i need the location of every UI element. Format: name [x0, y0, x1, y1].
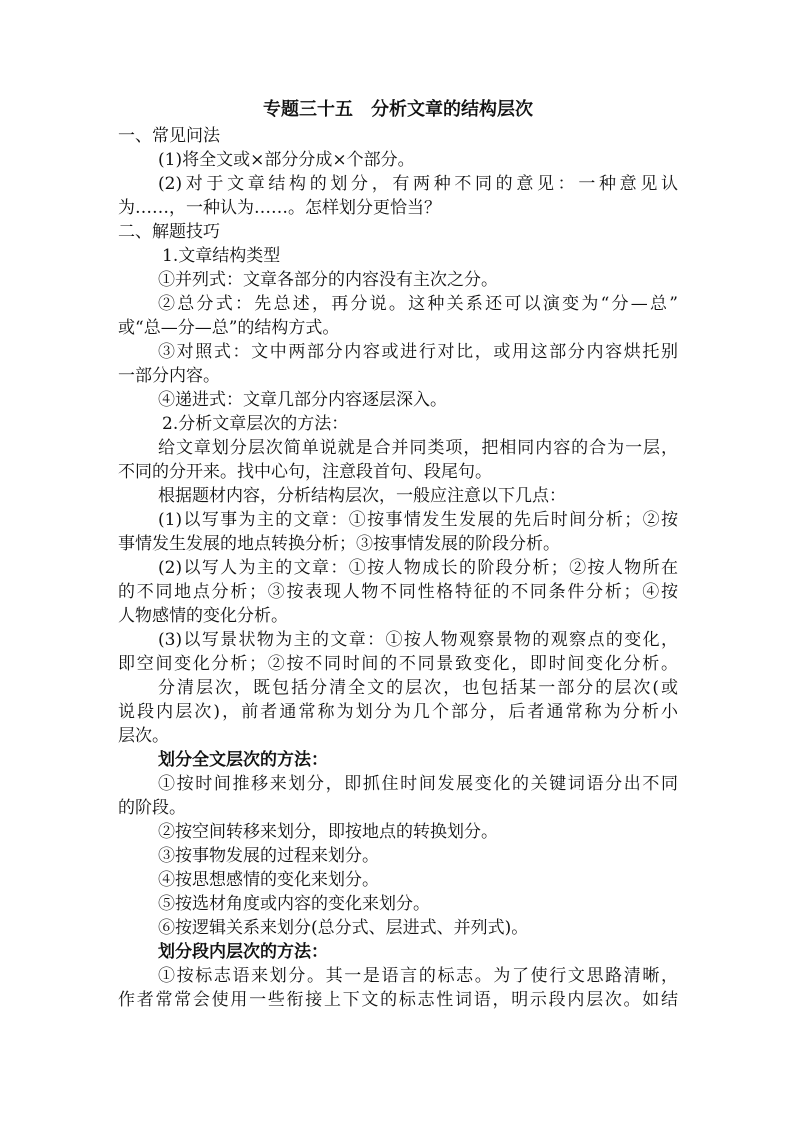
paragraph-line: 即空间变化分析；②按不同时间的不同景致变化，即时间变化分析。 — [118, 654, 678, 674]
paragraph-line: 事情发生发展的地点转换分析；③按事情发展的阶段分析。 — [118, 534, 560, 554]
paragraph-line: ②总分式：先总述，再分说。这种关系还可以演变为“分—总” — [158, 294, 678, 314]
paragraph-line: 说段内层次)，前者通常称为划分为几个部分，后者通常称为分析小 — [118, 702, 678, 722]
subheading-analysis-method: 2.分析文章层次的方法： — [162, 414, 349, 434]
section-heading-techniques: 二、解题技巧 — [118, 222, 220, 242]
paragraph-line: (1)以写事为主的文章：①按事情发生发展的先后时间分析；②按 — [158, 510, 678, 530]
paragraph-line: 人物感情的变化分析。 — [118, 606, 288, 626]
paragraph-line: 给文章划分层次简单说就是合并同类项，把相同内容的合为一层， — [158, 438, 678, 458]
paragraph-line: ④递进式：文章几部分内容逐层深入。 — [158, 390, 447, 410]
section-heading-common-questions: 一、常见问法 — [118, 126, 220, 146]
paragraph-line: 的不同地点分析；③按表现人物不同性格特征的不同条件分析；④按 — [118, 582, 678, 602]
subheading-full-text-division: 划分全文层次的方法： — [158, 750, 328, 770]
paragraph-line: 的阶段。 — [118, 798, 186, 818]
document-page — [118, 96, 678, 1012]
paragraph-line: ②按空间转移来划分，即按地点的转换划分。 — [158, 822, 498, 842]
paragraph-line: (3)以写景状物为主的文章：①按人物观察景物的观察点的变化， — [158, 630, 678, 650]
paragraph-line: 根据题材内容，分析结构层次，一般应注意以下几点： — [158, 486, 566, 506]
paragraph-line: 一部分内容。 — [118, 366, 220, 386]
paragraph-line: ①按时间推移来划分，即抓住时间发展变化的关键词语分出不同 — [158, 774, 678, 794]
paragraph-line: 层次。 — [118, 726, 169, 746]
paragraph-line: (2)对于文章结构的划分，有两种不同的意见：一种意见认 — [158, 174, 678, 194]
paragraph-line: (2)以写人为主的文章：①按人物成长的阶段分析；②按人物所在 — [158, 558, 678, 578]
paragraph-line: 分清层次，既包括分清全文的层次，也包括某一部分的层次(或 — [158, 678, 678, 698]
paragraph-line: ⑤按选材角度或内容的变化来划分。 — [158, 894, 430, 914]
paragraph-line: ①并列式：文章各部分的内容没有主次之分。 — [158, 270, 498, 290]
paragraph-line: 作者常常会使用一些衔接上下文的标志性词语，明示段内层次。如结 — [118, 990, 678, 1010]
paragraph-line: (1)将全文或×部分分成×个部分。 — [158, 150, 415, 170]
paragraph-line: ⑥按逻辑关系来划分(总分式、层进式、并列式)。 — [158, 918, 529, 938]
paragraph-line: ③对照式：文中两部分内容或进行对比，或用这部分内容烘托别 — [158, 342, 678, 362]
paragraph-line: ③按事物发展的过程来划分。 — [158, 846, 379, 866]
page-title: 专题三十五 分析文章的结构层次 — [263, 99, 533, 120]
paragraph-line: 或“总—分—总”的结构方式。 — [118, 318, 340, 338]
paragraph-line: 不同的分开来。找中心句，注意段首句、段尾句。 — [118, 462, 492, 482]
paragraph-line: 为……，一种认为……。怎样划分更恰当？ — [118, 198, 441, 218]
paragraph-line: ①按标志语来划分。其一是语言的标志。为了使行文思路清晰， — [158, 966, 678, 986]
subheading-paragraph-division: 划分段内层次的方法： — [158, 942, 328, 962]
paragraph-line: ④按思想感情的变化来划分。 — [158, 870, 379, 890]
subheading-structure-types: 1.文章结构类型 — [162, 246, 281, 266]
